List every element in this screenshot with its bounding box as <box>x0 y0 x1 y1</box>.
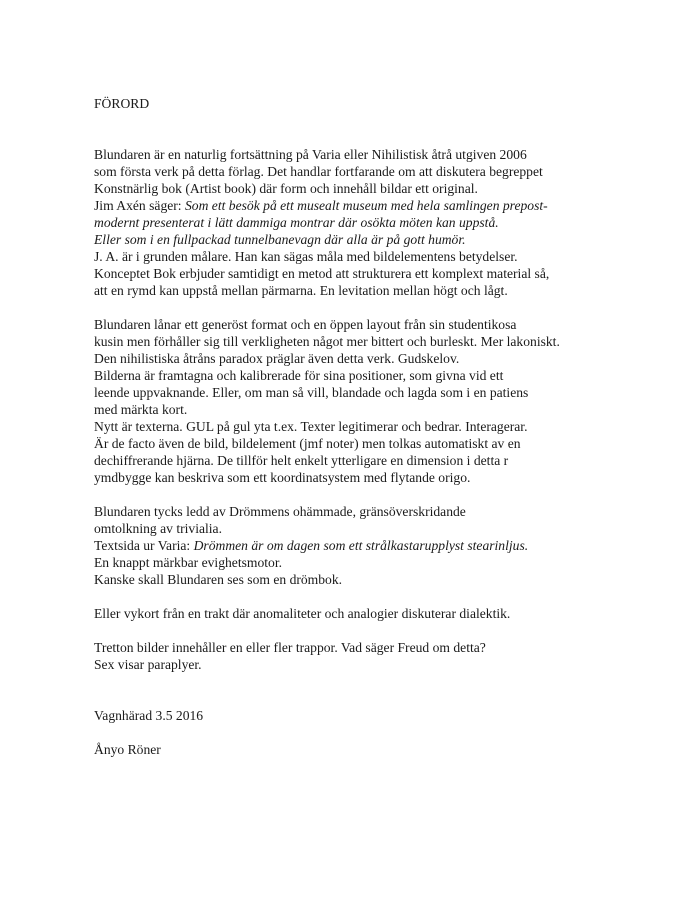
quote-text: modernt presenterat i lätt dammiga montrar där osökta möten kan uppstå. <box>94 215 499 230</box>
text-line: kusin men förhåller sig till verkligheten något mer bittert och burleskt. Mer lakoniskt. <box>94 334 560 349</box>
text-line: med märkta kort. <box>94 402 188 417</box>
spacer <box>94 112 654 146</box>
paragraph-2 <box>94 316 654 486</box>
text-line: att en rymd kan uppstå mellan pärmarna. En levitation mellan högt och lågt. <box>94 283 508 298</box>
text-line: Konstnärlig bok (Artist book) där form och innehåll bildar ett original. <box>94 181 478 196</box>
paragraph-4 <box>94 605 654 622</box>
text-line: Blundaren är en naturlig fortsättning på Varia eller Nihilistisk åtrå utgiven 2006 <box>94 147 527 162</box>
text-line: omtolkning av trivialia. <box>94 521 222 536</box>
quote-text: Eller som i en fullpackad tunnelbanevagn där alla är på gott humör. <box>94 232 466 247</box>
quote-text: Som ett besök på ett musealt museum med hela samlingen prepost- <box>185 198 548 213</box>
spacer <box>94 673 654 707</box>
author-signature: Ånyo Röner <box>94 742 161 757</box>
page-title: FÖRORD <box>94 96 150 111</box>
text-line: Sex visar paraplyer. <box>94 657 202 672</box>
text-line <box>94 537 654 554</box>
spacer <box>94 588 654 605</box>
foreword-text <box>94 95 654 758</box>
spacer <box>94 622 654 639</box>
text-line: Nytt är texterna. GUL på gul yta t.ex. Texter legitimerar och bedrar. Interagerar. <box>94 419 528 434</box>
text-line: Tretton bilder innehåller en eller fler trappor. Vad säger Freud om detta? <box>94 640 486 655</box>
text-line: leende uppvaknande. Eller, om man så vill, blandade och lagda som i en patiens <box>94 385 529 400</box>
paragraph-1 <box>94 146 654 299</box>
quote-text: Drömmen är om dagen som ett strålkastarupplyst stearinljus. <box>193 538 529 553</box>
text-line: Konceptet Bok erbjuder samtidigt en metod att strukturera ett komplext material så, <box>94 266 550 281</box>
text-line: som första verk på detta förlag. Det handlar fortfarande om att diskutera begreppet <box>94 164 543 179</box>
text-line <box>94 197 654 214</box>
text-line: dechiffrerande hjärna. De tillför helt enkelt ytterligare en dimension i detta r <box>94 453 509 468</box>
quote-attribution: Jim Axén säger: <box>94 198 185 213</box>
text-line: ymdbygge kan beskriva som ett koordinatsystem med flytande origo. <box>94 470 471 485</box>
paragraph-5 <box>94 639 654 673</box>
spacer <box>94 724 654 741</box>
text-line: J. A. är i grunden målare. Han kan sägas måla med bildelementens betydelser. <box>94 249 518 264</box>
text-line: Eller vykort från en trakt där anomaliteter och analogier diskuterar dialektik. <box>94 606 511 621</box>
spacer <box>94 299 654 316</box>
text-line: Blundaren tycks ledd av Drömmens ohämmade, gränsöverskridande <box>94 504 466 519</box>
text-line: Är de facto även de bild, bildelement (jmf noter) men tolkas automatiskt av en <box>94 436 521 451</box>
quote-attribution: Textsida ur Varia: <box>94 538 194 553</box>
spacer <box>94 486 654 503</box>
paragraph-3 <box>94 503 654 588</box>
text-line: Blundaren lånar ett generöst format och en öppen layout från sin studentikosa <box>94 317 517 332</box>
place-date: Vagnhärad 3.5 2016 <box>94 708 204 723</box>
text-line: Den nihilistiska åtråns paradox präglar även detta verk. Gudskelov. <box>94 351 460 366</box>
text-line: Kanske skall Blundaren ses som en drömbok. <box>94 572 343 587</box>
text-line: Bilderna är framtagna och kalibrerade för sina positioner, som givna vid ett <box>94 368 504 383</box>
text-line: En knappt märkbar evighetsmotor. <box>94 555 283 570</box>
